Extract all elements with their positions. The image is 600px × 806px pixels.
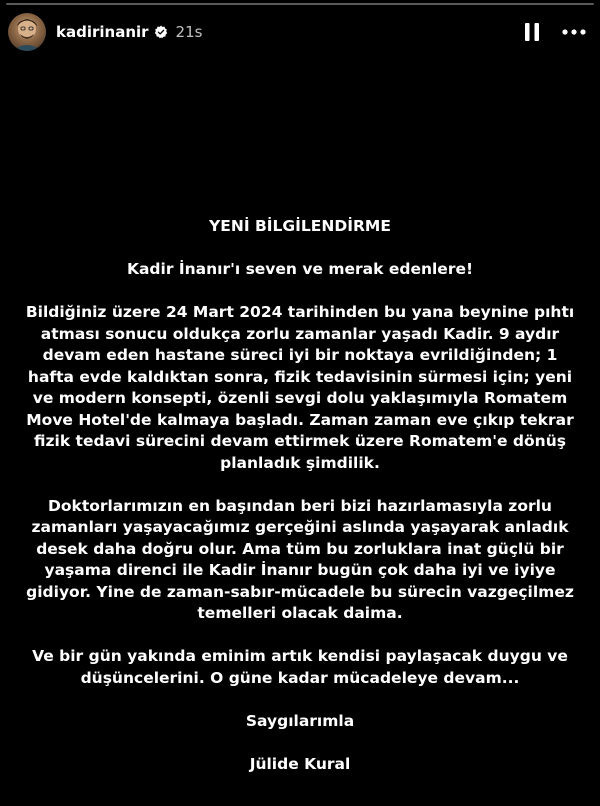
more-options-button[interactable] xyxy=(560,20,588,44)
avatar-photo xyxy=(8,13,46,51)
avatar[interactable] xyxy=(8,13,46,51)
story-paragraph-2: Doktorlarımızın en başından beri bizi hazırlamasıyla zorlu zamanları yaşayacağımız gerçeğini aslında yaşayarak anladık desek daha doğru olur. Ama tüm bu zorluklara inat güçlü bir yaşama direnci ile Kadir İnanır bugün çok daha iyi ve iyiye gidiyor. Yine de zaman-sabır-mücadele bu sürecin vazgeçilmez temelleri olacak daima. xyxy=(26,496,574,622)
pause-button[interactable] xyxy=(520,20,544,44)
username[interactable]: kadirinanir xyxy=(56,23,149,41)
story-closing: Saygılarımla xyxy=(245,711,355,730)
story-title: YENİ BİLGİLENDİRME xyxy=(209,217,391,235)
story-greeting: Kadir İnanır'ı seven ve merak edenlere! xyxy=(126,260,474,278)
post-time: 21s xyxy=(175,23,203,41)
story-text-content xyxy=(20,216,580,797)
story-header xyxy=(8,10,592,54)
header-actions xyxy=(520,20,592,44)
more-options-icon xyxy=(562,29,586,35)
story-paragraph-1: Bildiğiniz üzere 24 Mart 2024 tarihinden bu yana beynine pıhtı atması sonucu oldukça zorlu zamanlar yaşadı Kadir. 9 aydır devam eden hastane süreci iyi bir noktaya evrildiğinden; 1 hafta evde kaldıktan sonra, fizik tedavisinin sürmesi için; yeni ve modern konsepti, özenli sevgi dolu yaklaşımıyla Romatem Move Hotel'de kalmaya başladı. Zaman zaman eve çıkıp tekrar fizik tedavi sürecini devam ettirmek üzere Romatem'e dönüş planladık şimdilik. xyxy=(25,303,575,472)
pause-icon xyxy=(524,22,540,42)
story-paragraph-3: Ve bir gün yakında eminim artık kendisi paylaşacak duygu ve düşüncelerini. O güne kadar mücadeleye devam... xyxy=(32,647,568,687)
story-progress-bar xyxy=(6,3,594,5)
verified-badge-icon xyxy=(154,25,168,39)
story-signature: Jülide Kural xyxy=(249,754,351,773)
